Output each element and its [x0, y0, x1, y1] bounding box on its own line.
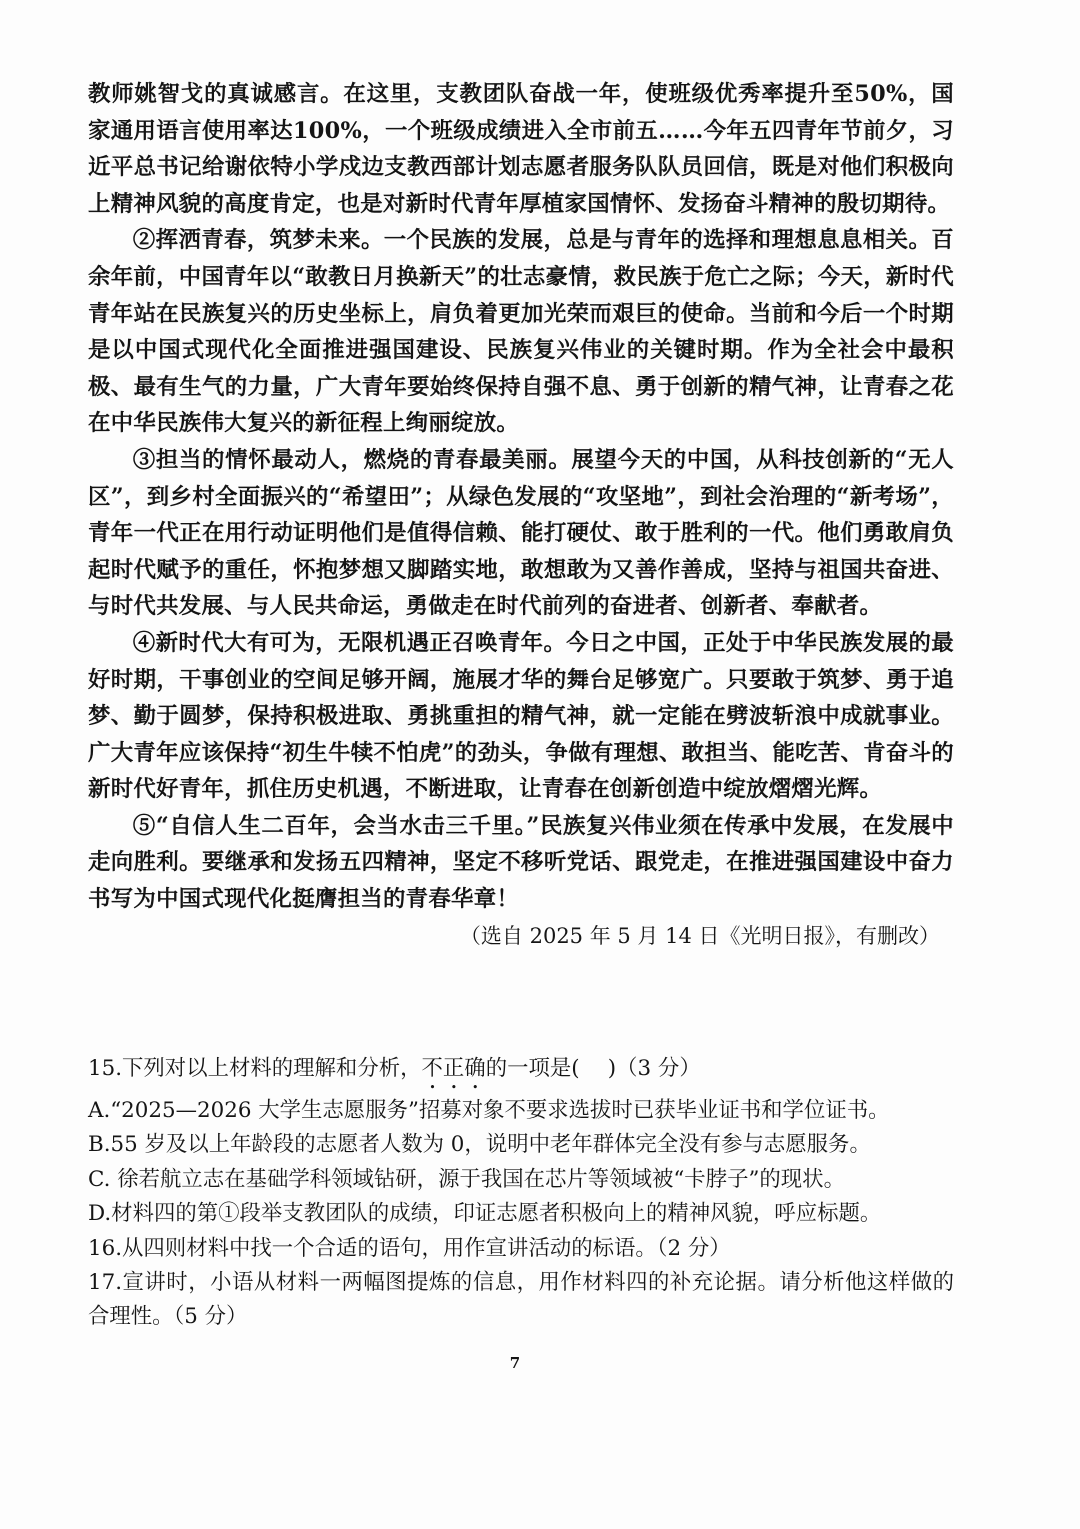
article-paragraph-2: ②挥洒青春，筑梦未来。一个民族的发展，总是与青年的选择和理想息息相关。百余年前，中国青年以“敢教日月换新天”的壮志豪情，救民族于危亡之际；今天，新时代青年站在民族复兴的历史坐标上，肩负着更加光荣而艰巨的使命。当前和今后一个时期是以中国式现代化全面推进强国建设、民族复兴伟业的关键时期。作为全社会中最积极、最有生气的力量，广大青年要始终保持自强不息、勇于创新的精气神，让青春之花在中华民族伟大复兴的新征程上绚丽绽放。	[88, 227, 954, 437]
question-15-option-a: A.“2025—2026 大学生志愿服务”招募对象不要求选拔时已获毕业证书和学位证书。	[88, 1098, 890, 1123]
article-text	[88, 76, 954, 954]
question-15-option-b: B.55 岁及以上年龄段的志愿者人数为 0，说明中老年群体完全没有参与志愿服务。	[88, 1132, 871, 1158]
question-17: 17.宣讲时，小语从材料一两幅图提炼的信息，用作材料四的补充论据。请分析他这样做的合理性。（5 分）	[88, 1270, 954, 1330]
question-15-option-d: D.材料四的第①段举支教团队的成绩，印证志愿者积极向上的精神风貌，呼应标题。	[88, 1201, 882, 1227]
questions-section	[88, 1052, 954, 1335]
article-paragraph-3: ③担当的情怀最动人，燃烧的青春最美丽。展望今天的中国，从科技创新的“无人区”，到乡村全面振兴的“希望田”；从绿色发展的“攻坚地”，到社会治理的“新考场”，青年一代正在用行动证明他们是值得信赖、能打硬仗、敢于胜利的一代。他们勇敢肩负起时代赋予的重任，怀抱梦想又脚踏实地，敢想敢为又善作善成，坚持与祖国共奋进、与时代共发展、与人民共命运，勇做走在时代前列的奋进者、创新者、奉献者。	[88, 446, 954, 620]
question-16: 16.从四则材料中找一个合适的语句，用作宣讲活动的标语。（2 分）	[88, 1235, 731, 1261]
article-paragraph-1-continued: 教师姚智戈的真诚感言。在这里，支教团队奋战一年，使班级优秀率提升至50%，国家通用语言使用率达100%，一个班级成绩进入全市前五……今年五四青年节前夕，习近平总书记给谢依特小学戍边支教西部计划志愿者服务队队员回信，既是对他们积极向上精神风貌的高度肯定，也是对新时代青年厚植家国情怀、发扬奋斗精神的殷切期待。	[88, 81, 954, 217]
question-15-option-c: C. 徐若航立志在基础学科领域钻研，源于我国在芯片等领域被“卡脖子”的现状。	[88, 1166, 845, 1192]
question-15-prefix: 15.下列对以上材料的理解和分析，	[88, 1056, 422, 1081]
article-paragraph-4: ④新时代大有可为，无限机遇正召唤青年。今日之中国，正处于中华民族发展的最好时期，干事创业的空间足够开阔，施展才华的舞台足够宽广。只要敢于筑梦、勇于追梦、勤于圆梦，保持积极进取、勇挑重担的精气神，就一定能在劈波斩浪中成就事业。广大青年应该保持“初生牛犊不怕虎”的劲头，争做有理想、敢担当、能吃苦、肯奋斗的新时代好青年，抓住历史机遇，不断进取，让青春在创新创造中绽放熠熠光辉。	[88, 629, 954, 803]
question-15-emphasis: 不正确	[421, 1056, 486, 1081]
question-15-suffix: 的一项是( )（3 分）	[485, 1056, 701, 1081]
article-paragraph-5: ⑤“自信人生二百年，会当水击三千里。”民族复兴伟业须在传承中发展，在发展中走向胜利。要继承和发扬五四精神，坚定不移听党话、跟党走，在推进强国建设中奋力书写为中国式现代化挺膺担当的青春华章！	[88, 812, 954, 913]
question-15	[88, 1052, 954, 1094]
page-number: 7	[509, 1354, 521, 1372]
article-source-citation: （选自 2025 年 5 月 14 日《光明日报》，有删改）	[459, 923, 940, 948]
